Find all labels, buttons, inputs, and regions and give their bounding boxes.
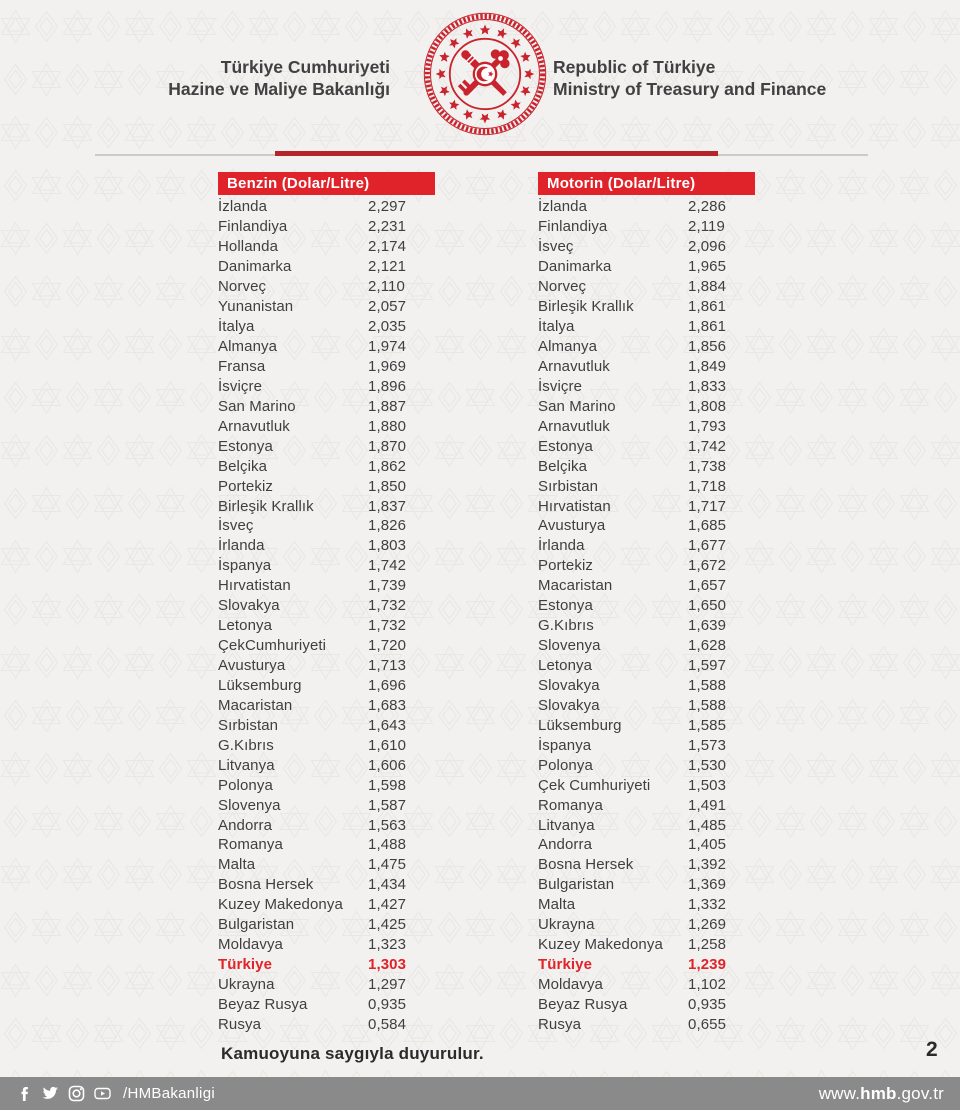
price-value: 2,057 [368, 298, 407, 316]
country-name: İzlanda [538, 198, 588, 216]
table-row [218, 317, 435, 337]
table-row [218, 636, 435, 656]
country-name: Litvanya [218, 756, 275, 774]
country-name: Malta [538, 896, 576, 914]
country-name: Letonya [218, 617, 273, 635]
table-row [538, 636, 755, 656]
country-name: Malta [218, 856, 256, 874]
table-row [218, 456, 435, 476]
price-value: 1,720 [368, 637, 407, 655]
country-name: Romanya [218, 836, 283, 854]
country-name: Beyaz Rusya [538, 995, 628, 1013]
table-row [218, 217, 435, 237]
country-name: Arnavutluk [538, 357, 610, 375]
price-value: 2,121 [368, 258, 407, 276]
price-value: 2,286 [688, 198, 727, 216]
table-row [218, 237, 435, 257]
table-row [538, 995, 755, 1015]
price-value: 1,585 [688, 716, 727, 734]
table-row [218, 995, 435, 1015]
social-handle[interactable]: /HMBakanligi [123, 1085, 215, 1102]
table-row [218, 735, 435, 755]
table-row [538, 616, 755, 636]
table-row [218, 337, 435, 357]
table-row [538, 975, 755, 995]
price-value: 1,887 [368, 397, 407, 415]
table-row [218, 855, 435, 875]
table-row [538, 257, 755, 277]
country-name: Estonya [538, 597, 593, 615]
price-value: 1,884 [688, 278, 727, 296]
table-row [218, 396, 435, 416]
website-link[interactable] [819, 1084, 944, 1104]
price-value: 1,597 [688, 657, 727, 675]
twitter-icon[interactable] [42, 1085, 59, 1102]
motorin-table-rows [538, 197, 755, 1034]
country-name: Kuzey Makedonya [538, 936, 663, 954]
country-name: İsviçre [218, 377, 263, 395]
country-name: Moldavya [218, 936, 283, 954]
table-row [538, 237, 755, 257]
table-row [538, 436, 755, 456]
country-name: Litvanya [538, 816, 595, 834]
ministry-name-english-line2: Ministry of Treasury and Finance [553, 79, 827, 99]
price-value: 1,657 [688, 577, 727, 595]
table-row [218, 975, 435, 995]
price-value: 1,588 [688, 676, 727, 694]
table-row [218, 556, 435, 576]
country-name: Slovenya [538, 637, 601, 655]
table-row [538, 715, 755, 735]
price-value: 1,606 [368, 756, 407, 774]
price-value: 1,683 [368, 696, 407, 714]
country-name: Slovakya [218, 597, 280, 615]
price-value: 1,587 [368, 796, 407, 814]
table-row [218, 656, 435, 676]
country-name: Slovakya [538, 696, 600, 714]
table-row [218, 875, 435, 895]
price-value: 1,102 [688, 976, 727, 994]
price-value: 1,643 [368, 716, 407, 734]
table-row [218, 616, 435, 636]
country-name: İsveç [538, 238, 574, 256]
table-row [218, 576, 435, 596]
price-value: 1,323 [368, 936, 407, 954]
table-row [218, 496, 435, 516]
price-value: 1,610 [368, 736, 407, 754]
benzin-price-table [218, 172, 435, 1034]
country-name: İzlanda [218, 198, 268, 216]
closing-note: Kamuoyuna saygıyla duyurulur. [221, 1044, 484, 1063]
facebook-icon[interactable] [16, 1085, 33, 1102]
table-row [538, 197, 755, 217]
table-row [218, 815, 435, 835]
country-name: Almanya [218, 338, 278, 356]
table-row [538, 955, 755, 975]
price-value: 1,850 [368, 477, 407, 495]
country-name: Bosna Hersek [538, 856, 634, 874]
table-row [538, 656, 755, 676]
table-row [538, 476, 755, 496]
table-row [538, 935, 755, 955]
country-name: Rusya [218, 1015, 262, 1033]
table-row [218, 775, 435, 795]
table-row [538, 496, 755, 516]
country-name: Romanya [538, 796, 603, 814]
ministry-name-english-line1: Republic of Türkiye [553, 57, 716, 77]
country-name: Türkiye [218, 956, 273, 974]
country-name: Sırbistan [538, 477, 599, 495]
country-name: Hırvatistan [218, 577, 291, 595]
table-row [218, 676, 435, 696]
country-name: İspanya [538, 736, 592, 754]
price-value: 1,837 [368, 497, 407, 515]
price-value: 1,861 [688, 298, 727, 316]
table-row [218, 915, 435, 935]
benzin-table-rows [218, 197, 435, 1034]
country-name: Kuzey Makedonya [218, 896, 343, 914]
price-value: 1,639 [688, 617, 727, 635]
country-name: İrlanda [218, 537, 265, 555]
country-name: Andorra [538, 836, 593, 854]
country-name: Polonya [218, 776, 273, 794]
price-value: 1,563 [368, 816, 407, 834]
country-name: Bosna Hersek [218, 876, 314, 894]
country-name: İsviçre [538, 377, 583, 395]
price-value: 1,588 [688, 696, 727, 714]
price-value: 1,530 [688, 756, 727, 774]
country-name: Slovenya [218, 796, 281, 814]
country-name: San Marino [218, 397, 296, 415]
country-name: Estonya [218, 437, 273, 455]
price-value: 0,584 [368, 1015, 407, 1033]
price-value: 1,427 [368, 896, 407, 914]
website-domain: hmb [860, 1083, 897, 1103]
table-row [538, 795, 755, 815]
price-value: 1,965 [688, 258, 727, 276]
table-row [218, 476, 435, 496]
table-row [218, 197, 435, 217]
price-value: 1,475 [368, 856, 407, 874]
country-name: Ukrayna [218, 976, 275, 994]
country-name: Sırbistan [218, 716, 279, 734]
table-row [538, 337, 755, 357]
table-row [538, 297, 755, 317]
price-value: 1,826 [368, 517, 407, 535]
country-name: Andorra [218, 816, 273, 834]
country-name: Macaristan [538, 577, 613, 595]
country-name: ÇekCumhuriyeti [218, 637, 327, 655]
website-suffix: .gov.tr [896, 1083, 944, 1103]
social-links [16, 1085, 215, 1102]
country-name: Finlandiya [538, 218, 608, 236]
price-value: 1,861 [688, 318, 727, 336]
table-row [538, 556, 755, 576]
country-name: Estonya [538, 437, 593, 455]
country-name: San Marino [538, 397, 616, 415]
country-name: Belçika [538, 457, 588, 475]
country-name: Ukrayna [538, 916, 595, 934]
price-value: 1,738 [688, 457, 727, 475]
price-value: 1,491 [688, 796, 727, 814]
country-name: Polonya [538, 756, 593, 774]
price-value: 1,303 [368, 956, 407, 974]
price-value: 1,870 [368, 437, 407, 455]
price-value: 1,732 [368, 617, 407, 635]
table-row [538, 875, 755, 895]
price-value: 1,488 [368, 836, 407, 854]
table-row [538, 317, 755, 337]
country-name: Belçika [218, 457, 268, 475]
table-row [538, 775, 755, 795]
country-name: Avusturya [218, 657, 286, 675]
table-row [538, 376, 755, 396]
price-value: 1,742 [688, 437, 727, 455]
ministry-name-english [553, 56, 893, 100]
price-value: 1,434 [368, 876, 407, 894]
header-divider-accent [275, 151, 718, 156]
table-row [218, 935, 435, 955]
table-row [538, 915, 755, 935]
price-value: 1,598 [368, 776, 407, 794]
table-row [538, 516, 755, 536]
price-value: 1,742 [368, 557, 407, 575]
price-value: 1,672 [688, 557, 727, 575]
country-name: Almanya [538, 338, 598, 356]
table-row [538, 695, 755, 715]
price-value: 2,096 [688, 238, 727, 256]
price-value: 2,297 [368, 198, 407, 216]
price-value: 2,119 [688, 218, 725, 236]
table-row [538, 755, 755, 775]
price-value: 1,650 [688, 597, 727, 615]
page-number: 2 [926, 1038, 938, 1061]
table-row [538, 815, 755, 835]
country-name: Bulgaristan [218, 916, 295, 934]
table-row [218, 516, 435, 536]
table-row [538, 596, 755, 616]
table-row [538, 217, 755, 237]
country-name: G.Kıbrıs [538, 617, 594, 635]
price-value: 1,717 [688, 497, 727, 515]
table-row [218, 376, 435, 396]
table-row [218, 357, 435, 377]
country-name: Norveç [218, 278, 267, 296]
price-value: 1,392 [688, 856, 727, 874]
price-value: 1,369 [688, 876, 727, 894]
country-name: Moldavya [538, 976, 603, 994]
price-value: 1,732 [368, 597, 407, 615]
table-row [218, 895, 435, 915]
motorin-table-header: Motorin (Dolar/Litre) [538, 172, 755, 195]
price-value: 1,297 [368, 976, 407, 994]
price-value: 1,503 [688, 776, 727, 794]
country-name: Avusturya [538, 517, 606, 535]
price-value: 1,803 [368, 537, 407, 555]
table-row [538, 576, 755, 596]
table-row [538, 735, 755, 755]
country-name: Arnavutluk [218, 417, 290, 435]
price-value: 1,862 [368, 457, 407, 475]
price-value: 1,332 [688, 896, 727, 914]
table-row [538, 456, 755, 476]
table-row [218, 536, 435, 556]
table-row [538, 676, 755, 696]
country-name: İtalya [538, 318, 575, 336]
benzin-table-header: Benzin (Dolar/Litre) [218, 172, 435, 195]
country-name: Lüksemburg [218, 676, 302, 694]
country-name: Danimarka [218, 258, 292, 276]
price-value: 1,425 [368, 916, 407, 934]
price-value: 1,969 [368, 357, 407, 375]
table-row [218, 436, 435, 456]
country-name: Portekiz [538, 557, 593, 575]
table-row [218, 596, 435, 616]
price-value: 1,974 [368, 338, 407, 356]
price-value: 0,935 [688, 995, 727, 1013]
table-row [538, 416, 755, 436]
table-row [218, 257, 435, 277]
price-value: 0,655 [688, 1015, 727, 1033]
instagram-icon[interactable] [68, 1085, 85, 1102]
country-name: Fransa [218, 357, 266, 375]
table-row [538, 1014, 755, 1034]
price-value: 1,573 [688, 736, 727, 754]
table-row [218, 277, 435, 297]
ministry-name-turkish [60, 56, 390, 100]
table-row [538, 357, 755, 377]
price-value: 2,174 [368, 238, 407, 256]
country-name: Letonya [538, 657, 593, 675]
price-value: 1,880 [368, 417, 407, 435]
table-row [218, 297, 435, 317]
ministry-emblem-icon [421, 10, 549, 138]
ministry-name-turkish-line1: Türkiye Cumhuriyeti [220, 57, 390, 77]
country-name: Slovakya [538, 676, 600, 694]
ministry-name-turkish-line2: Hazine ve Maliye Bakanlığı [168, 79, 390, 99]
price-value: 1,269 [688, 916, 727, 934]
table-row [538, 835, 755, 855]
country-name: Beyaz Rusya [218, 995, 308, 1013]
country-name: Norveç [538, 278, 587, 296]
table-row [218, 755, 435, 775]
country-name: Birleşik Krallık [538, 298, 634, 316]
website-prefix: www. [818, 1083, 861, 1103]
table-row [218, 795, 435, 815]
country-name: Yunanistan [218, 298, 294, 316]
price-value: 1,793 [688, 417, 727, 435]
country-name: Birleşik Krallık [218, 497, 314, 515]
table-row [218, 955, 435, 975]
price-value: 1,485 [688, 816, 727, 834]
price-value: 1,696 [368, 676, 407, 694]
country-name: Danimarka [538, 258, 612, 276]
price-value: 1,628 [688, 637, 727, 655]
country-name: İrlanda [538, 537, 585, 555]
country-name: İtalya [218, 318, 255, 336]
country-name: İspanya [218, 557, 272, 575]
country-name: Çek Cumhuriyeti [538, 776, 651, 794]
price-value: 1,713 [368, 657, 407, 675]
footer-bar [0, 1077, 960, 1110]
table-row [218, 715, 435, 735]
country-name: G.Kıbrıs [218, 736, 274, 754]
price-value: 1,833 [688, 377, 727, 395]
table-row [218, 695, 435, 715]
table-row [218, 1014, 435, 1034]
country-name: Finlandiya [218, 218, 288, 236]
table-row [218, 835, 435, 855]
price-value: 1,849 [688, 357, 727, 375]
country-name: Lüksemburg [538, 716, 622, 734]
country-name: Hırvatistan [538, 497, 611, 515]
country-name: Macaristan [218, 696, 293, 714]
table-row [538, 895, 755, 915]
price-value: 1,239 [688, 956, 727, 974]
price-value: 1,718 [688, 477, 727, 495]
price-value: 1,677 [688, 537, 727, 555]
price-value: 1,685 [688, 517, 727, 535]
table-row [538, 396, 755, 416]
youtube-icon[interactable] [94, 1085, 111, 1102]
price-value: 1,896 [368, 377, 407, 395]
country-name: İsveç [218, 517, 254, 535]
country-name: Bulgaristan [538, 876, 615, 894]
motorin-price-table [538, 172, 755, 1034]
price-value: 1,258 [688, 936, 727, 954]
price-value: 1,856 [688, 338, 727, 356]
country-name: Türkiye [538, 956, 593, 974]
price-value: 1,739 [368, 577, 407, 595]
country-name: Arnavutluk [538, 417, 610, 435]
price-value: 1,405 [688, 836, 727, 854]
country-name: Rusya [538, 1015, 582, 1033]
table-row [538, 855, 755, 875]
price-value: 2,035 [368, 318, 407, 336]
price-value: 1,808 [688, 397, 727, 415]
price-value: 2,110 [368, 278, 405, 296]
table-row [218, 416, 435, 436]
country-name: Portekiz [218, 477, 273, 495]
price-value: 2,231 [368, 218, 407, 236]
table-row [538, 536, 755, 556]
table-row [538, 277, 755, 297]
price-value: 0,935 [368, 995, 407, 1013]
country-name: Hollanda [218, 238, 279, 256]
